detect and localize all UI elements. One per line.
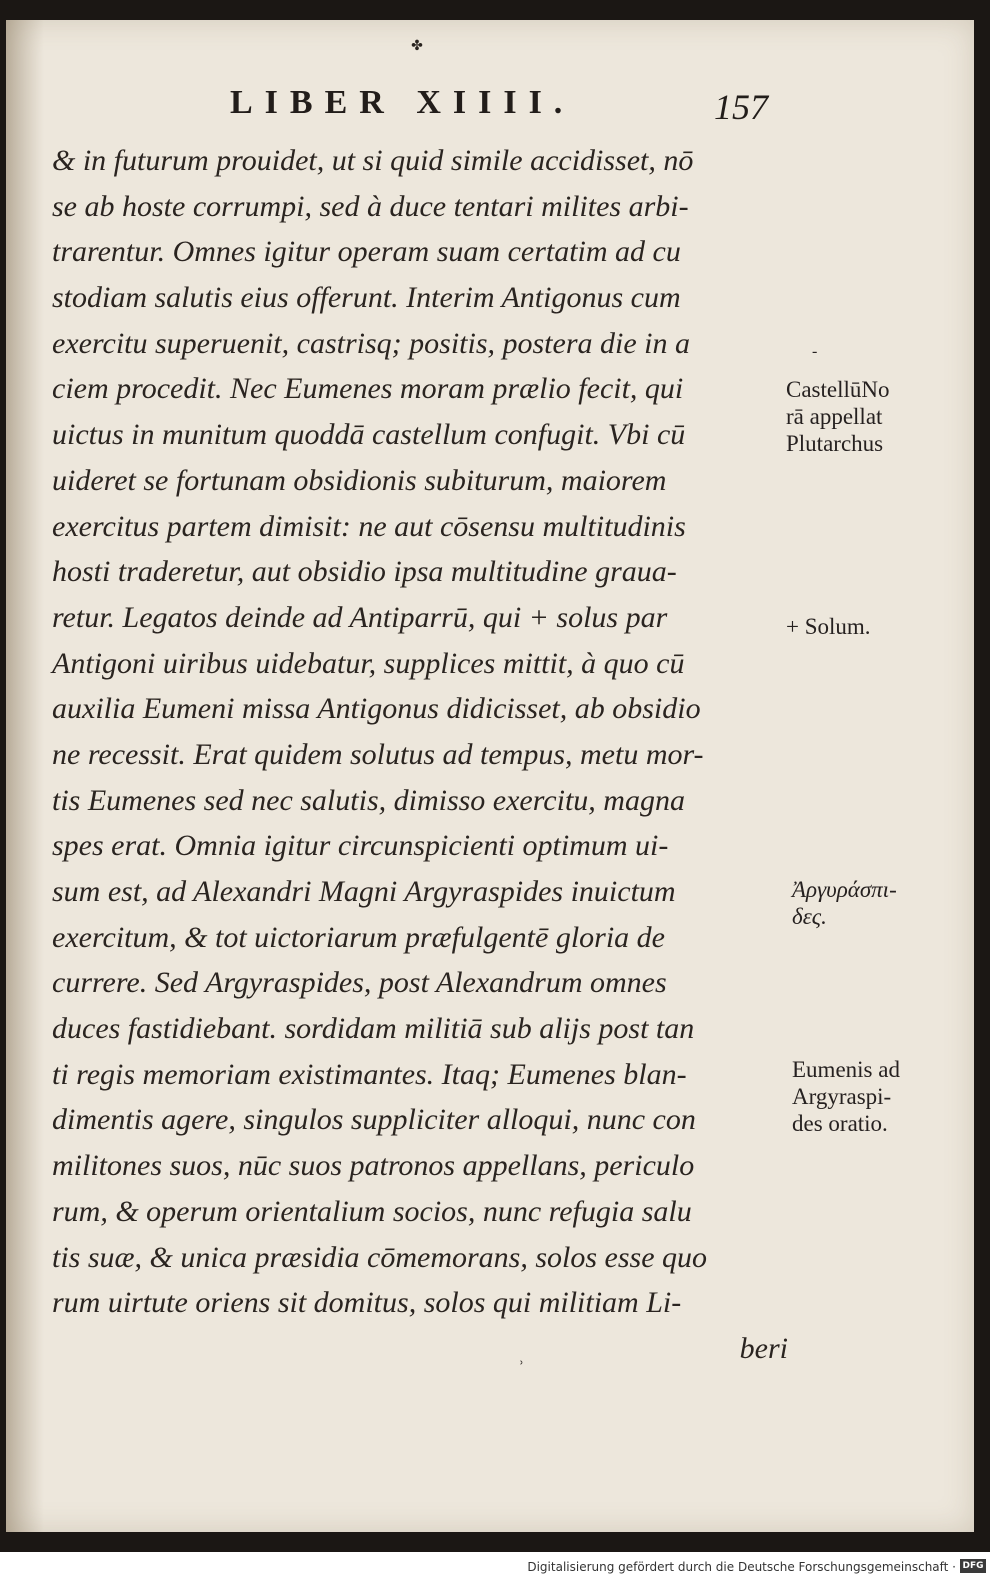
margin-note-line: Plutarchus <box>786 431 884 456</box>
text-line: rum, & operum orientalium socios, nunc refugia salu <box>52 1194 692 1228</box>
body-text <box>52 138 792 1372</box>
text-line: exercitu superuenit, castrisq; positis, postera die in a <box>52 326 690 360</box>
dfg-logo: DFG <box>960 1559 986 1573</box>
text-line: ti regis memoriam existimantes. Itaq; Eumenes blan- <box>52 1057 687 1091</box>
margin-note-line: + Solum. <box>786 614 871 639</box>
text-line: se ab hoste corrumpi, sed à duce tentari milites arbi- <box>52 189 689 223</box>
margin-note-line: Ἀργυράσπι- <box>792 877 897 902</box>
text-line: uideret se fortunam obsidionis subiturum, maiorem <box>52 463 667 497</box>
text-line: hosti traderetur, aut obsidio ipsa multitudine graua- <box>52 555 677 589</box>
text-line: retur. Legatos deinde ad Antiparrū, qui + solus par <box>52 600 668 634</box>
text-line: dimentis agere, singulos suppliciter alloqui, nunc con <box>52 1103 696 1137</box>
text-line: currere. Sed Argyraspides, post Alexandrum omnes <box>52 966 667 1000</box>
margin-note-line: des oratio. <box>792 1111 888 1136</box>
text-line: trarentur. Omnes igitur operam suam certatim ad cu <box>52 235 681 269</box>
margin-note-line: Eumenis ad <box>792 1057 900 1082</box>
page-number: 157 <box>714 87 768 127</box>
text-line: exercitus partem dimisit: ne aut cōsensu multitudinis <box>52 509 686 543</box>
catchword: beri <box>739 1331 788 1365</box>
text-line: exercitum, & tot uictoriarum præfulgentē gloria de <box>52 920 665 954</box>
text-line: auxilia Eumeni missa Antigonus didicisset, ab obsidio <box>52 692 701 726</box>
text-line: spes erat. Omnia igitur circunspicienti optimum ui- <box>52 829 669 863</box>
text-line: & in futurum prouidet, ut si quid simile accidisset, nō <box>52 144 694 177</box>
text-line: stodiam salutis eius offerunt. Interim Antigonus cum <box>52 281 681 315</box>
margin-note-oratio <box>792 1056 900 1137</box>
text-line: duces fastidiebant. sordidam militiā sub alijs post tan <box>52 1012 695 1046</box>
funding-credit: Digitalisierung gefördert durch die Deutsche Forschungsgemeinschaft · <box>527 1560 956 1574</box>
margin-note-line: Argyraspi- <box>792 1084 892 1109</box>
binding-gutter <box>6 20 44 1532</box>
text-line: rum uirtute oriens sit domitus, solos qui militiam Li- <box>52 1286 682 1320</box>
text-line: militones suos, nūc suos patronos appellans, periculo <box>52 1149 695 1183</box>
margin-note-line: CastellūNo <box>786 377 890 402</box>
signature-mark: ʾ <box>518 1358 525 1380</box>
text-line: ciem procedit. Nec Eumenes moram prælio fecit, qui <box>52 372 684 406</box>
text-line: tis Eumenes sed nec salutis, dimisso exercitu, magna <box>52 783 685 817</box>
header-ornament: ✤ <box>411 39 423 54</box>
margin-note-line: δες. <box>792 904 827 929</box>
margin-note-greek <box>792 876 897 930</box>
text-line: uictus in munitum quoddā castellum confugit. Vbi cū <box>52 418 686 452</box>
margin-note-castellum <box>786 376 890 457</box>
margin-note-line: rā appellat <box>786 404 883 429</box>
running-head: LIBER XIIII. <box>230 84 575 121</box>
text-line: sum est, ad Alexandri Magni Argyraspides inuictum <box>52 875 676 908</box>
paper-leaf <box>6 20 974 1532</box>
text-line: ne recessit. Erat quidem solutus ad tempus, metu mor- <box>52 737 704 771</box>
text-line: Antigoni uiribus uidebatur, supplices mittit, à quo cū <box>52 646 685 680</box>
margin-note-solum <box>786 613 871 640</box>
text-line: tis suæ, & unica præsidia cōmemorans, solos esse quo <box>52 1240 708 1274</box>
margin-mark: - <box>812 343 818 360</box>
